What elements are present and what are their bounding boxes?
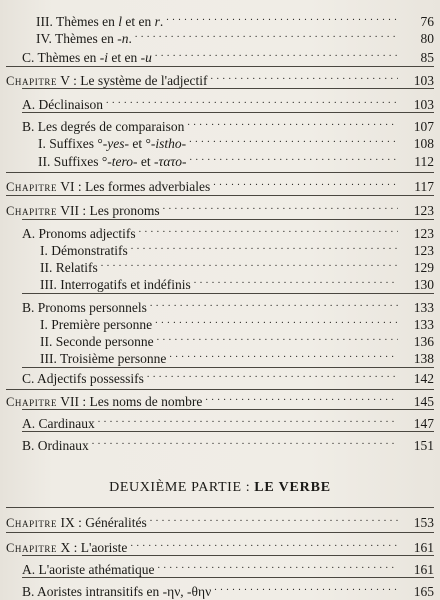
page-number: 130 [413, 277, 434, 292]
entry-prefix: B. [22, 584, 35, 599]
page-number: 112 [414, 154, 434, 169]
page-number: 108 [413, 136, 434, 151]
entry-text: Les degrés de comparaison [37, 119, 185, 134]
toc-chapter-entry [6, 535, 434, 555]
entry-prefix: A. [22, 226, 36, 241]
leader-dots [139, 221, 398, 238]
entry-text: Adjectifs possessifs [37, 371, 144, 386]
chapter-word: Chapitre [6, 395, 58, 409]
entry-prefix: C. [22, 371, 35, 386]
toc-entry [40, 272, 434, 292]
section-rule [6, 507, 434, 508]
entry-prefix: A. [22, 416, 36, 431]
page-number: 85 [420, 50, 434, 65]
toc-chapter-entry [6, 198, 434, 218]
page-number: 103 [413, 97, 434, 112]
section-rule [6, 532, 434, 533]
chapter-title: X : L'aoriste [60, 540, 128, 555]
page-number: 145 [413, 394, 434, 409]
section-rule [6, 172, 434, 173]
page-number: 138 [413, 351, 434, 366]
leader-dots [158, 557, 398, 574]
toc-chapter-entry [6, 389, 434, 409]
leader-dots [155, 312, 398, 329]
entry-italic: -tero- [107, 154, 138, 169]
entry-prefix: B. [22, 438, 35, 453]
section-rule [6, 66, 434, 67]
entry-text: Première personne [51, 317, 153, 332]
page-number: 151 [413, 438, 434, 453]
section-rule [22, 88, 434, 89]
toc-entry [22, 114, 434, 134]
entry-text: Relatifs [55, 260, 98, 275]
entry-text-3: . [159, 14, 164, 29]
entry-text: Ordinaux [37, 438, 89, 453]
entry-italic: l [118, 14, 123, 29]
leader-dots [169, 346, 398, 363]
toc-entry [22, 92, 434, 112]
entry-text: Pronoms personnels [37, 300, 147, 315]
page-number: 133 [413, 317, 434, 332]
toc-chapter-entry [6, 174, 434, 194]
leader-dots [150, 295, 398, 312]
section-rule [22, 577, 434, 578]
section-rule [22, 555, 434, 556]
page-number: 80 [420, 31, 434, 46]
toc-entry [40, 255, 434, 275]
page-number: 76 [420, 14, 434, 29]
entry-italic: -i [99, 50, 109, 65]
leader-dots [213, 174, 398, 191]
entry-prefix: III. [40, 351, 57, 366]
leader-dots [150, 510, 398, 527]
entry-italic: -yes- [102, 136, 130, 151]
toc-entry [36, 9, 434, 29]
entry-text: Démonstratifs [51, 243, 128, 258]
page-number: 165 [413, 584, 434, 599]
leader-dots [106, 92, 398, 109]
section-rule [22, 112, 434, 113]
entry-prefix: A. [22, 97, 36, 112]
page-number: 123 [413, 243, 434, 258]
part-heading [0, 480, 440, 496]
toc-entry [38, 149, 434, 169]
leader-dots [214, 579, 398, 596]
leader-dots [163, 198, 398, 215]
entry-italic: -n [117, 31, 129, 46]
leader-dots [205, 389, 398, 406]
entry-prefix: II. [40, 260, 53, 275]
entry-text: Pronoms adjectifs [38, 226, 136, 241]
chapter-word: Chapitre [6, 204, 58, 218]
entry-prefix: I. [40, 317, 48, 332]
chapter-word: Chapitre [6, 541, 58, 555]
entry-text: Suffixes ° [53, 154, 108, 169]
entry-text: Aoristes intransitifs en -ην, -θην [37, 584, 212, 599]
chapter-title: V : Le système de l'adjectif [60, 73, 208, 88]
toc-entry [40, 312, 434, 332]
leader-dots [147, 366, 398, 383]
toc-entry [22, 45, 434, 65]
section-rule [22, 431, 434, 432]
page-number: 117 [414, 179, 434, 194]
entry-prefix: III. [40, 277, 57, 292]
toc-entry [22, 295, 434, 315]
toc-chapter-entry [6, 510, 434, 530]
chapter-title: IX : Généralités [60, 515, 147, 530]
page-number: 107 [413, 119, 434, 134]
leader-dots [98, 411, 398, 428]
page-number: 136 [413, 334, 434, 349]
toc-entry [22, 221, 434, 241]
entry-prefix: I. [40, 243, 48, 258]
entry-text: Thèmes en [55, 31, 118, 46]
entry-italic-2: -u [140, 50, 152, 65]
entry-prefix: III. [36, 14, 53, 29]
toc-entry [22, 579, 434, 599]
entry-prefix: A. [22, 562, 36, 577]
entry-prefix: B. [22, 300, 35, 315]
page-number: 133 [413, 300, 434, 315]
page-number: 123 [413, 226, 434, 241]
page-number: 142 [413, 371, 434, 386]
chapter-title: VI : Les formes adverbiales [60, 179, 211, 194]
entry-text: Déclinaison [38, 97, 103, 112]
leader-dots [190, 149, 398, 166]
entry-text-2: et en [122, 14, 155, 29]
entry-text: Interrogatifs et indéfinis [60, 277, 191, 292]
leader-dots [130, 535, 398, 552]
part-title: LE VERBE [254, 480, 331, 495]
page-number: 153 [413, 515, 434, 530]
leader-dots [194, 272, 398, 289]
leader-dots [92, 433, 398, 450]
part-label: DEUXIÈME PARTIE : [109, 480, 251, 495]
entry-prefix: I. [38, 136, 46, 151]
entry-prefix: C. [22, 50, 35, 65]
entry-prefix: B. [22, 119, 35, 134]
toc-entry [38, 131, 434, 151]
entry-text-2: et [137, 154, 155, 169]
page-number: 129 [413, 260, 434, 275]
entry-text: Suffixes ° [49, 136, 103, 151]
toc-entry [36, 26, 434, 46]
leader-dots [187, 114, 398, 131]
chapter-word: Chapitre [6, 180, 58, 194]
entry-prefix: II. [38, 154, 51, 169]
leader-dots [166, 9, 398, 26]
entry-text: Seconde personne [55, 334, 154, 349]
entry-italic-2: r [154, 14, 160, 29]
section-rule [6, 195, 434, 196]
entry-text-2: et ° [129, 136, 151, 151]
toc-chapter-entry [6, 68, 434, 88]
leader-dots [131, 238, 398, 255]
leader-dots [101, 255, 398, 272]
entry-text-2: et en [108, 50, 141, 65]
chapter-title: VII : Les pronoms [60, 203, 160, 218]
leader-dots [157, 329, 398, 346]
toc-entry [40, 238, 434, 258]
page-number: 161 [413, 562, 434, 577]
chapter-word: Chapitre [6, 74, 58, 88]
leader-dots [135, 26, 398, 43]
entry-text: Cardinaux [38, 416, 95, 431]
page-number: 161 [413, 540, 434, 555]
entry-text: L'aoriste athématique [38, 562, 155, 577]
entry-italic-2: -τατο- [154, 154, 187, 169]
toc-entry [22, 557, 434, 577]
entry-text: Thèmes en [56, 14, 119, 29]
page-number: 123 [413, 203, 434, 218]
leader-dots [189, 131, 398, 148]
page-number: 147 [413, 416, 434, 431]
toc-entry [40, 329, 434, 349]
chapter-word: Chapitre [6, 516, 58, 530]
chapter-title: VII : Les noms de nombre [60, 394, 203, 409]
toc-entry [22, 366, 434, 386]
toc-entry [22, 411, 434, 431]
toc-entry [40, 346, 434, 366]
entry-italic-2: -istho- [150, 136, 187, 151]
leader-dots [155, 45, 398, 62]
entry-text: Thèmes en [37, 50, 100, 65]
section-rule [22, 409, 434, 410]
entry-text: Troisième personne [60, 351, 167, 366]
entry-prefix: IV. [36, 31, 52, 46]
entry-prefix: II. [40, 334, 53, 349]
leader-dots [211, 68, 398, 85]
page-number: 103 [413, 73, 434, 88]
entry-text-2: . [128, 31, 132, 46]
section-rule [22, 293, 434, 294]
section-rule [22, 219, 434, 220]
toc-entry [22, 433, 434, 453]
